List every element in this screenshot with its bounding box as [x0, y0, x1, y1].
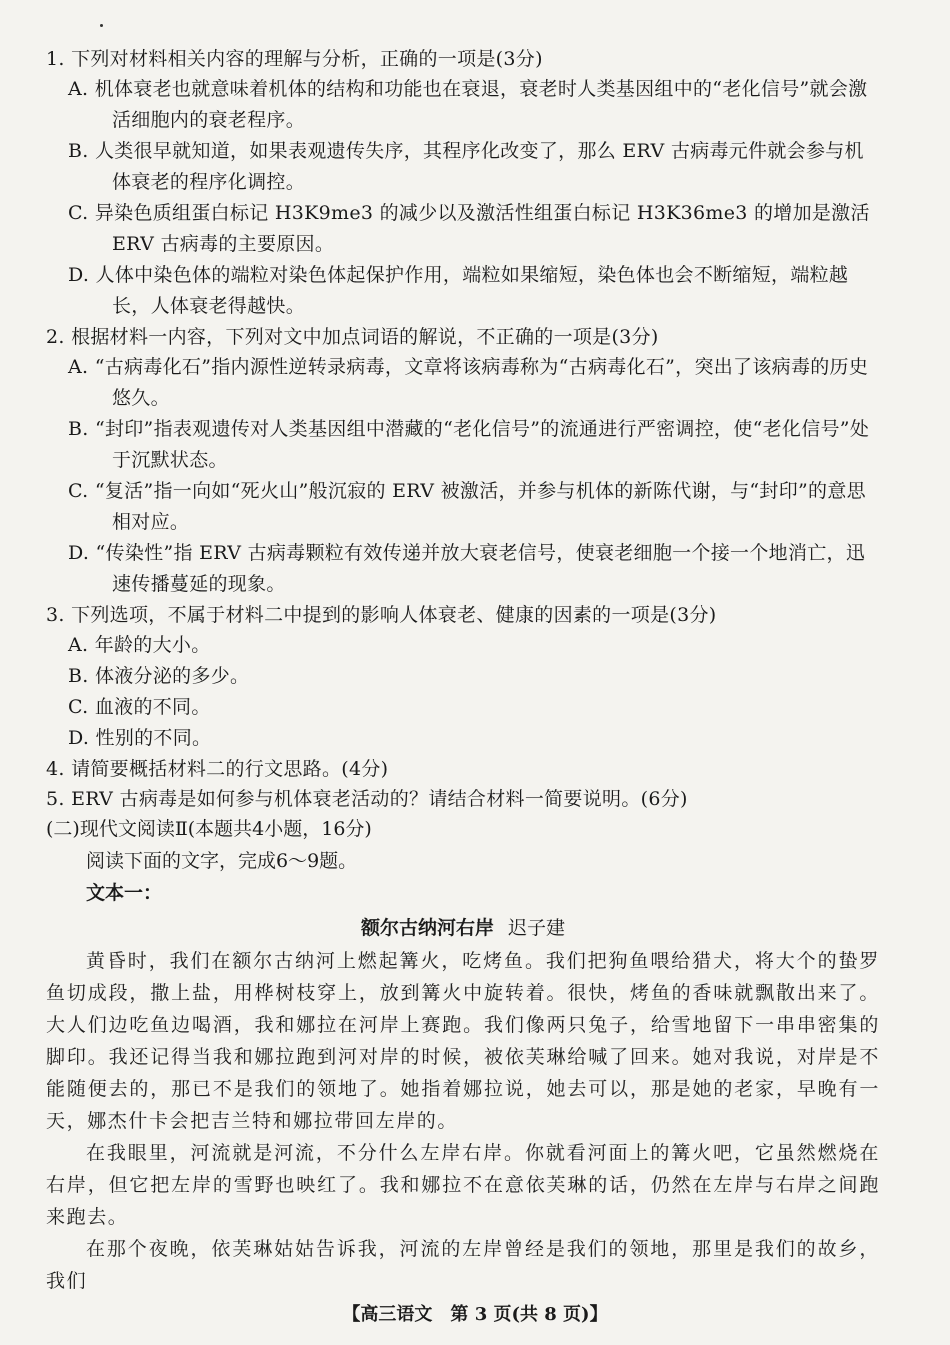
question-2-option-b: B. “封印”指表观遗传对人类基因组中潜藏的“老化信号”的流通进行严密调控，使“老化信号”处于沉默状态。 — [68, 418, 870, 471]
scan-speck — [100, 24, 103, 27]
page-footer: 【高三语文 第 3 页(共 8 页)】 — [342, 1304, 608, 1325]
passage-title-line — [46, 911, 880, 945]
question-2-option-a: A. “古病毒化石”指内源性逆转录病毒，文章将该病毒称为“古病毒化石”，突出了该病毒的历史悠久。 — [68, 356, 869, 409]
text-one-label: 文本一： — [86, 882, 163, 904]
question-5: 5. ERV 古病毒是如何参与机体衰老活动的？请结合材料一简要说明。(6分) — [46, 788, 688, 810]
question-3-option-b: B. 体液分泌的多少。 — [68, 665, 250, 687]
question-2-option-d: D. “传染性”指 ERV 古病毒颗粒有效传递并放大衰老信号，使衰老细胞一个接一个地消亡，迅速传播蔓延的现象。 — [68, 542, 866, 595]
question-1-option-a: A. 机体衰老也就意味着机体的结构和功能也在衰退，衰老时人类基因组中的“老化信号”就会激活细胞内的衰老程序。 — [68, 78, 868, 131]
question-3-option-a: A. 年龄的大小。 — [68, 634, 211, 656]
passage-author: 迟子建 — [508, 917, 566, 939]
passage-paragraph: 黄昏时，我们在额尔古纳河上燃起篝火，吃烤鱼。我们把狗鱼喂给猎犬，将大个的蛰罗鱼切成段，撒上盐，用桦树枝穿上，放到篝火中旋转着。很快，烤鱼的香味就飘散出来了。大人们边吃鱼边喝酒，我和娜拉在河岸上赛跑。我们像两只兔子，给雪地留下一串串密集的脚印。我还记得当我和娜拉跑到河对岸的时候，被依芙琳给喊了回来。她对我说，对岸是不能随便去的，那已不是我们的领地了。她指着娜拉说，她去可以，那是她的老家，早晚有一天，娜杰什卡会把吉兰特和娜拉带回左岸的。 — [46, 950, 880, 1132]
question-1-option-d: D. 人体中染色体的端粒对染色体起保护作用，端粒如果缩短，染色体也会不断缩短，端粒越长，人体衰老得越快。 — [68, 264, 849, 317]
section-2-heading: (二)现代文阅读Ⅱ(本题共4小题，16分) — [46, 818, 372, 840]
passage-paragraph: 在那个夜晚，依芙琳姑姑告诉我，河流的左岸曾经是我们的领地，那里是我们的故乡，我们 — [46, 1238, 880, 1292]
question-3-stem: 3. 下列选项，不属于材料二中提到的影响人体衰老、健康的因素的一项是(3分) — [46, 604, 717, 626]
question-2-stem: 2. 根据材料一内容，下列对文中加点词语的解说，不正确的一项是(3分) — [46, 326, 659, 348]
question-3-option-d: D. 性别的不同。 — [68, 727, 212, 749]
passage-paragraph: 在我眼里，河流就是河流，不分什么左岸右岸。你就看河面上的篝火吧，它虽然燃烧在右岸，但它把左岸的雪野也映红了。我和娜拉不在意依芙琳的话，仍然在左岸与右岸之间跑来跑去。 — [46, 1142, 880, 1228]
passage-title: 额尔古纳河右岸 — [360, 917, 494, 939]
question-4: 4. 请简要概括材料二的行文思路。(4分) — [46, 758, 389, 780]
question-2-option-c: C. “复活”指一向如“死火山”般沉寂的 ERV 被激活，并参与机体的新陈代谢，与“封印”的意思相对应。 — [68, 480, 866, 533]
question-1-stem: 1. 下列对材料相关内容的理解与分析，正确的一项是(3分) — [46, 48, 543, 70]
section-2-instruction: 阅读下面的文字，完成6～9题。 — [86, 850, 358, 872]
question-3-option-c: C. 血液的不同。 — [68, 696, 211, 718]
question-1-option-b: B. 人类很早就知道，如果表观遗传失序，其程序化改变了，那么 ERV 古病毒元件就会参与机体衰老的程序化调控。 — [68, 140, 864, 193]
question-1-option-c: C. 异染色质组蛋白标记 H3K9me3 的减少以及激活性组蛋白标记 H3K36me3 的增加是激活 ERV 古病毒的主要原因。 — [68, 202, 870, 255]
